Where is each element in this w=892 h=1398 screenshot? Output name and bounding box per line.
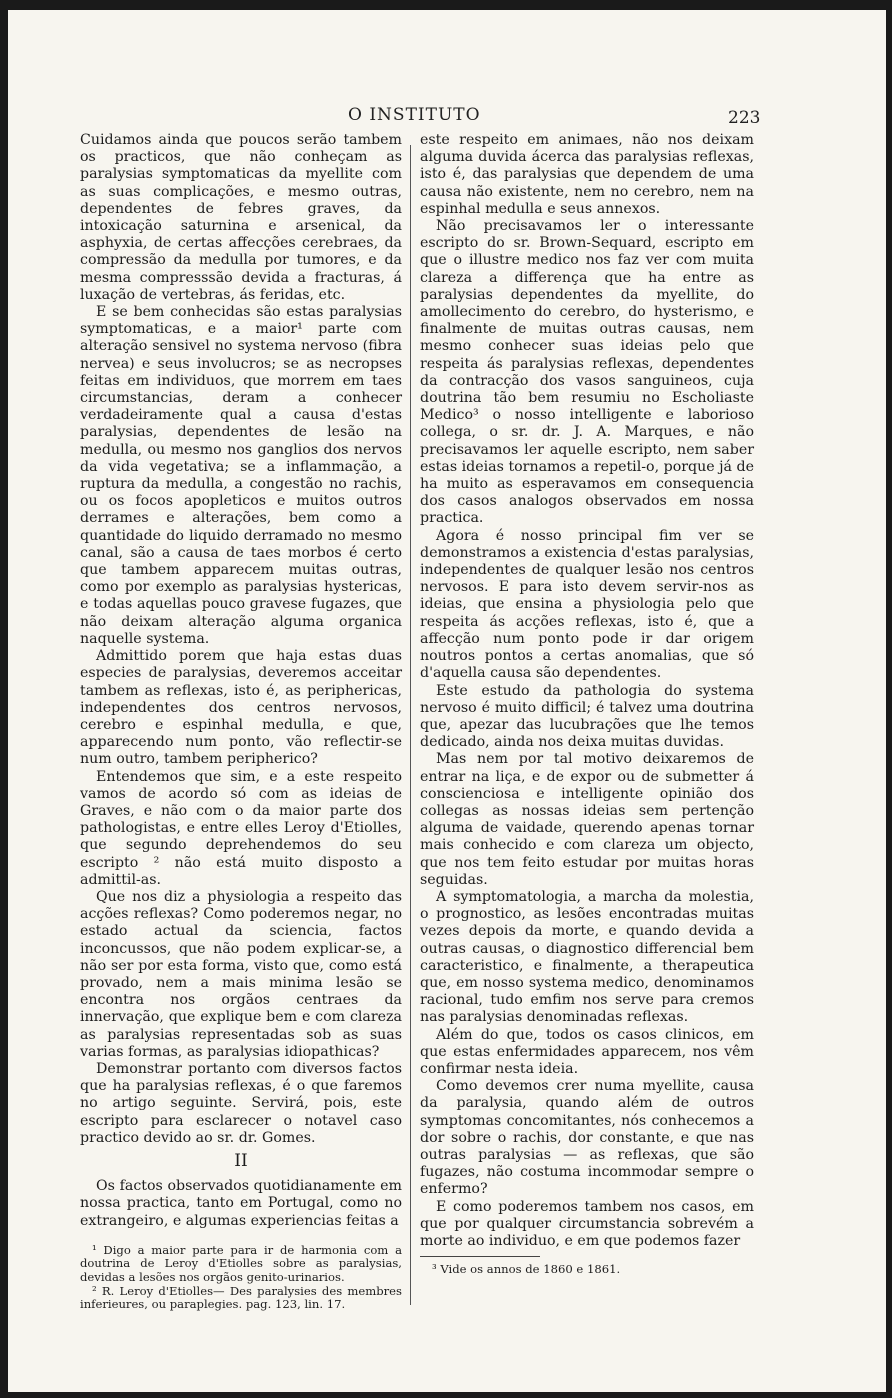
- right-column: [420, 132, 754, 1277]
- paragraph: Mas nem por tal motivo deixaremos de entrar na liça, e de expor ou de submetter á conscienciosa e intelligente opinião dos collegas as nossas ideias sem pertenção alguma de vaidade, querendo apenas tornar mais conhecido e com clareza um objecto, que nos tem feito estudar por muitas horas seguidas.: [420, 751, 754, 888]
- paragraph: Não precisavamos ler o interessante escripto do sr. Brown-Sequard, escripto em que o illustre medico nos faz ver com muita clareza a differença que ha entre as paralysias dependentes da myellite, do amollecimento do cerebro, do hysterismo, e finalmente de muitas outras causas, nem mesmo conhecer suas ideias pelo que respeita ás paralysias reflexas, dependentes da contracção dos vasos sanguineos, cuja doutrina tão bem resumiu no Escholiaste Medico³ o nosso intelligente e laborioso collega, o sr. dr. J. A. Marques, e não precisavamos ler aquelle escripto, nem saber estas ideias tornamos a repetil-o, porque já de ha muito as esperavamos em consequencia dos casos analogos observados em nossa practica.: [420, 218, 754, 527]
- page-header: [8, 105, 886, 131]
- paragraph: E se bem conhecidas são estas paralysias symptomaticas, e a maior¹ parte com alteração sensivel no systema nervoso (fibra nervea) e seus involucros; se as necropses feitas em individuos, que morrem em taes circumstancias, deram a conhecer verdadeiramente qual a causa d'estas paralysias, dependentes de lesão na medulla, ou mesmo nos ganglios dos nervos da vida vegetativa; se a inflammação, a ruptura da medulla, a congestão no rachis, ou os focos apopleticos e muitos outros derrames e alterações, bem como a quantidade do liquido derramado no mesmo canal, são a causa de taes morbos é certo que tambem apparecem muitas outras, como por exemplo as paralysias hystericas, e todas aquellas pouco gravese fugazes, que não deixam alteração alguma organica naquelle systema.: [80, 304, 402, 647]
- paragraph: Este estudo da pathologia do systema nervoso é muito difficil; é talvez uma doutrina que, apezar das lucubrações que lhe temos dedicado, ainda nos deixa muitas duvidas.: [420, 682, 754, 751]
- footnote: ³ Vide os annos de 1860 e 1861.: [432, 1262, 621, 1277]
- paragraph: E como poderemos tambem nos casos, em que por qualquer circumstancia sobrevém a morte ao individuo, e em que podemos fazer: [420, 1198, 754, 1249]
- footnote: ² R. Leroy d'Etiolles— Des paralysies des membres inferieures, ou paraplegies. pag. 123, lin. 17.: [80, 1283, 402, 1312]
- left-column: [80, 132, 402, 1312]
- footnote-rule: [420, 1256, 540, 1257]
- footnote: ¹ Digo a maior parte para ir de harmonia com a doutrina de Leroy d'Etiolles sobre as paralysias, devidas a lesões nos orgãos genito-urinarios.: [80, 1242, 402, 1284]
- paragraph: este respeito em animaes, não nos deixam alguma duvida ácerca das paralysias reflexas, isto é, das paralysias que dependem de uma causa não existente, nem no cerebro, nem na espinhal medulla e seus annexos.: [420, 132, 754, 217]
- paragraph: Cuidamos ainda que poucos serão tambem os practicos, que não conheçam as paralysias symptomaticas da myellite com as suas complicações, e mesmo outras, dependentes de febres graves, da intoxicação saturnina e arsenical, da asphyxia, de certas affecções cerebraes, da compressão da medulla por tumores, e da mesma compresssão devida a fracturas, á luxação de vertebras, ás feridas, etc.: [80, 132, 402, 303]
- paragraph: Entendemos que sim, e a este respeito vamos de acordo só com as ideias de Graves, e não com o da maior parte dos pathologistas, e entre elles Leroy d'Etiolles, que segundo deprehendemos do seu escripto ² não está muito disposto a admittil-as.: [80, 768, 402, 888]
- paragraph: Como devemos crer numa myellite, causa da paralysia, quando além de outros symptomas concomitantes, nós conhecemos a dor sobre o rachis, dor constante, e que nas outras paralysias — as reflexas, que são fugazes, não costuma incommodar sempre o enfermo?: [420, 1078, 754, 1198]
- paragraph: Que nos diz a physiologia a respeito das acções reflexas? Como poderemos negar, no estado actual da sciencia, factos inconcussos, que não podem explicar-se, a não ser por esta forma, visto que, como está provado, nem a mais minima lesão se encontra nos orgãos centraes da innervação, que explique bem e com clareza as paralysias representadas sob as suas varias formas, as paralysias idiopathicas?: [80, 888, 402, 1060]
- page-number: 223: [728, 108, 761, 128]
- document-page: [8, 10, 886, 1392]
- paragraph: Agora é nosso principal fim ver se demonstramos a existencia d'estas paralysias, independentes de qualquer lesão nos centros nervosos. E para isto devem servir-nos as ideias, que ensina a physiologia pelo que respeita ás acções reflexas, isto é, que a affecção num ponto pode ir dar origem noutros pontos a certas anomalias, que só d'aquella causa são dependentes.: [420, 527, 754, 682]
- paragraph: Os factos observados quotidianamente em nossa practica, tanto em Portugal, como no extrangeiro, e algumas experiencias feitas a: [80, 1178, 402, 1229]
- paragraph: Admittido porem que haja estas duas especies de paralysias, deveremos acceitar tambem as reflexas, isto é, as periphericas, independentes dos centros nervosos, cerebro e espinhal medulla, e que, apparecendo num ponto, vão reflectir-se num outro, tambem peripherico?: [80, 648, 402, 768]
- paragraph: A symptomatologia, a marcha da molestia, o prognostico, as lesões encontradas muitas vezes depois da morte, e quando devida a outras causas, o diagnostico differencial bem caracteristico, e finalmente, a therapeutica que, em nosso systema medico, denominamos racional, tudo emfim nos serve para cremos nas paralysias denominadas reflexas.: [420, 888, 754, 1026]
- section-heading: II: [234, 1150, 248, 1171]
- paragraph: Além do que, todos os casos clinicos, em que estas enfermidades apparecem, nos vêm confirmar nesta ideia.: [420, 1026, 754, 1077]
- column-divider: [410, 145, 411, 1305]
- journal-title: O INSTITUTO: [348, 105, 481, 125]
- paragraph: Demonstrar portanto com diversos factos que ha paralysias reflexas, é o que faremos no artigo seguinte. Servirá, pois, este escripto para esclarecer o notavel caso practico devido ao sr. dr. Gomes.: [80, 1060, 402, 1146]
